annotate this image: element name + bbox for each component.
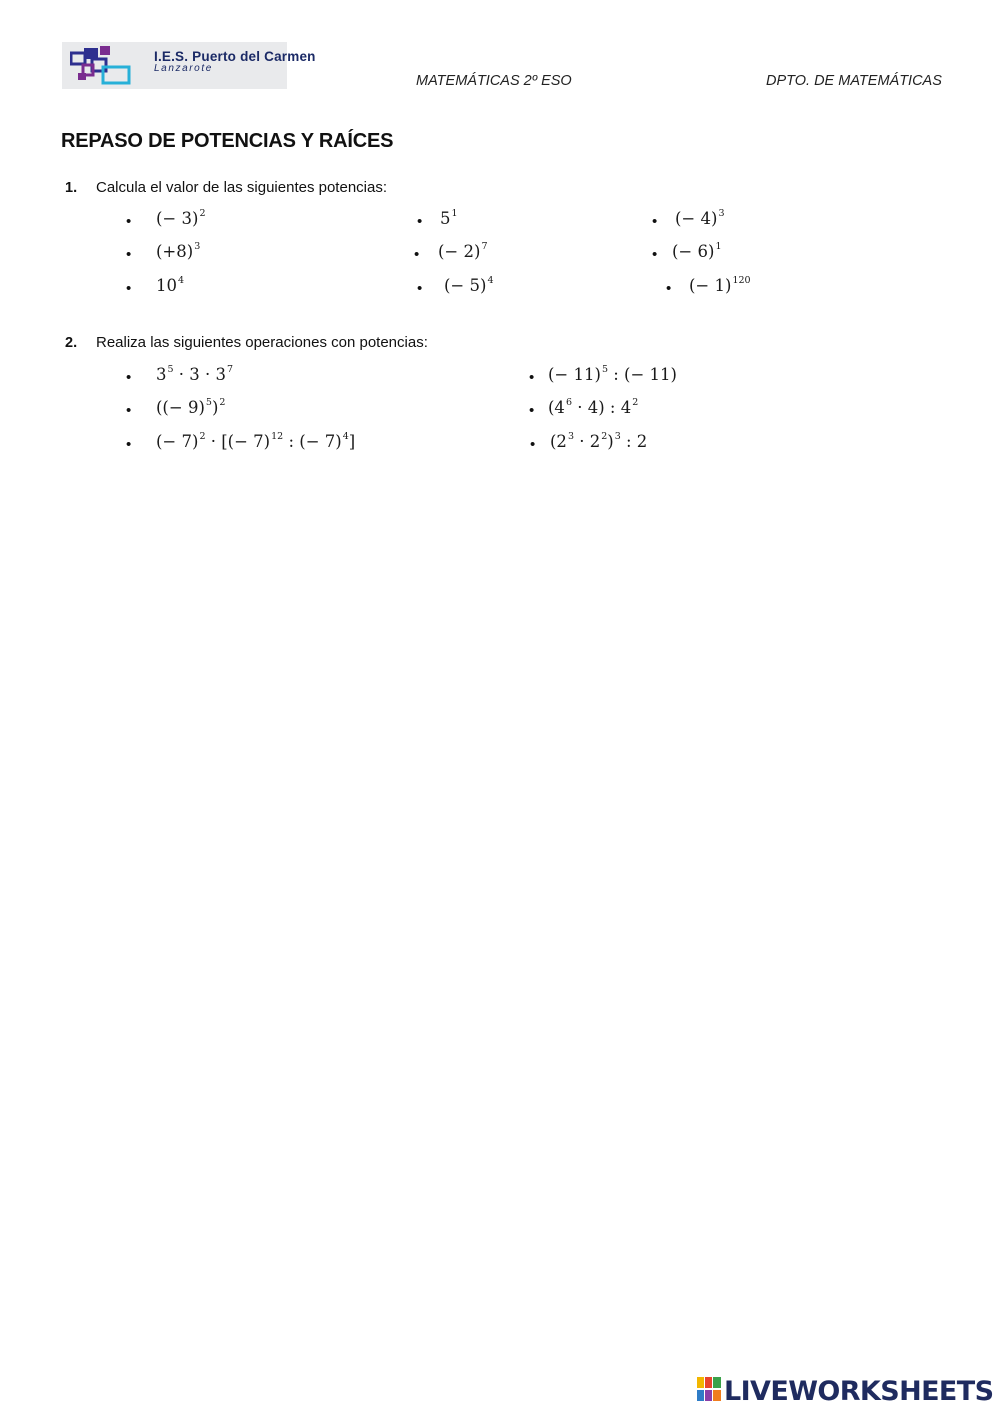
school-location: Lanzarote — [154, 63, 213, 74]
bullet-marker: • — [417, 213, 423, 230]
school-name: I.E.S. Puerto del Carmen — [154, 49, 316, 64]
brand-text: LIVEWORKSHEETS — [724, 1376, 994, 1407]
bullet-marker: • — [652, 213, 658, 230]
bullet-marker: • — [126, 213, 132, 230]
bullet-marker: • — [529, 369, 535, 386]
q1-item-9: (− 1)$^{120}$ — [689, 275, 751, 295]
bullet-marker: • — [530, 436, 536, 453]
q1-item-1: (− 3)$^2$ — [156, 208, 206, 228]
course-label: MATEMÁTICAS 2º ESO — [416, 73, 572, 89]
bullet-marker: • — [126, 369, 132, 386]
q2-item-6: $(2^3 \cdot 2^2)^3$ : 2 — [550, 431, 648, 451]
bullet-marker: • — [529, 402, 535, 419]
question-1-text: Calcula el valor de las siguientes potencias: — [96, 179, 387, 196]
page-title: REPASO DE POTENCIAS Y RAÍCES — [61, 130, 394, 152]
q2-item-5: (− 7)$^2$ · [(− 7)$^{12}$ : (− 7)$^4$] — [156, 431, 356, 451]
q2-item-2: (− 11)$^5$ : (− 11) — [548, 364, 677, 384]
bullet-marker: • — [126, 246, 132, 263]
department-label: DPTO. DE MATEMÁTICAS — [766, 73, 942, 89]
q1-item-7: $10^4$ — [156, 275, 185, 295]
school-logo — [62, 42, 316, 89]
bullet-marker: • — [126, 280, 132, 297]
question-1-number: 1. — [65, 180, 78, 196]
bullet-marker: • — [414, 246, 420, 263]
liveworksheets-brand — [697, 1376, 993, 1410]
q1-item-6: (− 6)$^1$ — [672, 241, 722, 261]
bullet-marker: • — [417, 280, 423, 297]
question-2-number: 2. — [65, 335, 78, 351]
bullet-marker: • — [126, 402, 132, 419]
liveworksheets-logo-icon — [697, 1377, 721, 1401]
bullet-marker: • — [652, 246, 658, 263]
q1-item-8: (− 5)$^4$ — [444, 275, 494, 295]
q2-item-3: ((− 9)$^5$)$^2$ — [156, 397, 226, 417]
q2-item-1: $3^5 \cdot 3 \cdot 3^7$ — [156, 364, 234, 384]
q2-item-4: $(4^6 \cdot 4)$ : $4^2$ — [548, 397, 639, 417]
logo-squares-icon — [70, 45, 132, 85]
bullet-marker: • — [126, 436, 132, 453]
q1-item-2: $5^1$ — [440, 208, 458, 228]
q1-item-5: (− 2)$^7$ — [438, 241, 488, 261]
bullet-marker: • — [666, 280, 672, 297]
q1-item-3: (− 4)$^3$ — [675, 208, 725, 228]
q1-item-4: $(+8)^3$ — [156, 241, 201, 261]
question-2-text: Realiza las siguientes operaciones con potencias: — [96, 334, 428, 351]
